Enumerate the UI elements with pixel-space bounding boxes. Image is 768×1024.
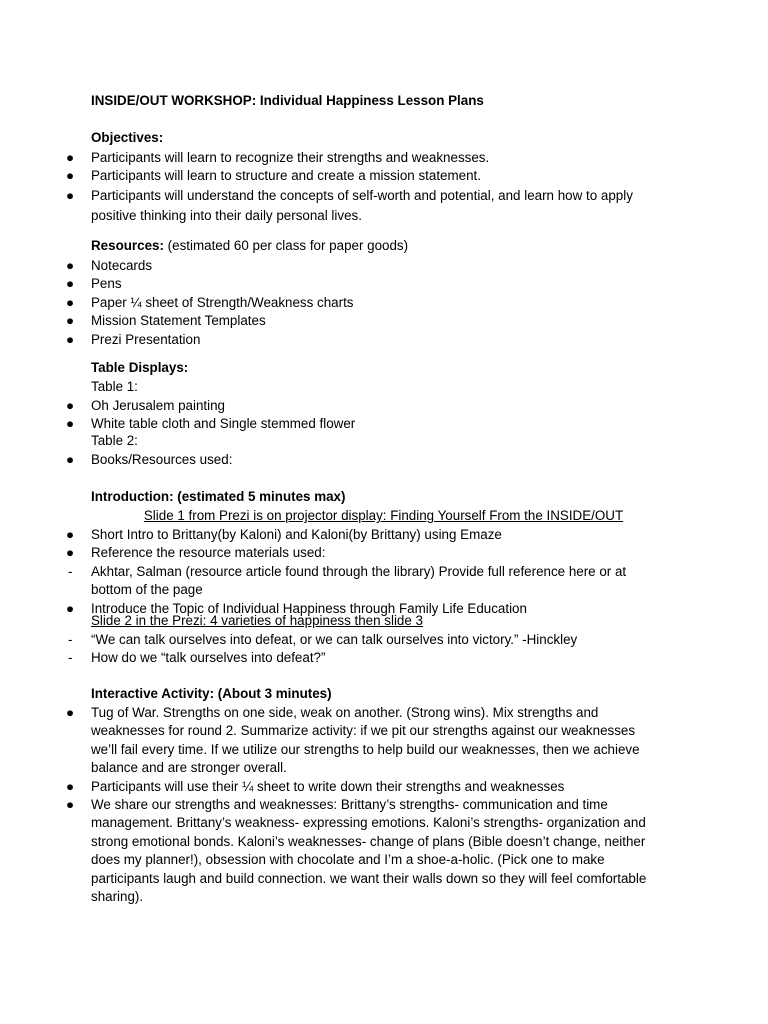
slide1-note: Slide 1 from Prezi is on projector display: Finding Yourself From the INSIDE/OUT [143, 508, 624, 523]
quotes-list [0, 631, 768, 668]
list-item: ● Tug of War. Strengths on one side, weak on another. (Strong wins). Mix strengths and weaknesses for round 2. Summarize activity: if we pit our strengths against our weaknesses we’ll fail every time. If we utilize our strengths to help build our weaknesses, then we achieve balance and are stronger overall. [66, 705, 640, 776]
table2-label: Table 2: [91, 433, 138, 448]
bullet-icon: ● [66, 276, 75, 292]
list-item: ● Prezi Presentation [0, 331, 768, 349]
list-item: ● Participants will learn to recognize their strengths and weaknesses. [0, 149, 768, 167]
objectives-list [0, 149, 768, 227]
document-title: INSIDE/OUT WORKSHOP: Individual Happiness Lesson Plans [91, 93, 484, 108]
table1-list [0, 397, 768, 434]
introduction-list [0, 526, 768, 618]
dash-icon: - [68, 650, 73, 666]
list-item: ● White table cloth and Single stemmed flower [0, 415, 768, 433]
list-item: ● Participants will use their ¼ sheet to write down their strengths and weaknesses [0, 778, 768, 796]
list-item: ● Pens [0, 275, 768, 293]
dash-icon: - [68, 632, 73, 647]
bullet-icon: ● [66, 313, 75, 329]
list-item: ● We share our strengths and weaknesses: Brittany’s strengths- communication and time management. Brittany’s weakness- expressing emotions. Kaloni’s strengths- organization and strong emotional bonds. Kaloni’s weaknesses- change of plans (Bible doesn’t change, neither does my planner!), obsession with chocolate and I’m a shoe-a-holic. (Pick one to make participants laugh and build connection. we want their walls down so they will feel comfortable sharing). [66, 797, 647, 905]
list-item: ● Oh Jerusalem painting [0, 397, 768, 415]
table2-list [0, 451, 768, 469]
bullet-icon: ● [66, 398, 75, 413]
list-item: ● Participants will learn to structure and create a mission statement. [0, 167, 768, 185]
bullet-icon: ● [66, 797, 75, 813]
list-item: - “We can talk ourselves into defeat, or we can talk ourselves into victory.” -Hinckley [0, 631, 768, 649]
bullet-icon: ● [66, 416, 75, 432]
bullet-icon: ● [66, 187, 75, 203]
table1-label: Table 1: [91, 379, 138, 394]
slide2-note: Slide 2 in the Prezi: 4 varieties of happiness then slide 3 [91, 613, 423, 628]
list-item: ● Participants will understand the concepts of self-worth and potential, and learn how to apply positive thinking into their daily personal lives. [66, 187, 633, 224]
bullet-icon: ● [66, 452, 75, 467]
bullet-icon: ● [66, 331, 75, 347]
bullet-icon: ● [66, 294, 75, 310]
list-item: ● Introduce the Topic of Individual Happiness through Family Life Education [0, 600, 768, 618]
bullet-icon: ● [66, 168, 75, 184]
activity-list [0, 704, 768, 906]
resources-note: (estimated 60 per class for paper goods) [167, 238, 409, 253]
list-item: ● Reference the resource materials used: [0, 544, 768, 562]
list-item: ● Notecards [0, 257, 768, 275]
list-item: - Akhtar, Salman (resource article found through the library) Provide full reference here or at bottom of the page [68, 563, 627, 598]
bullet-icon: ● [66, 600, 75, 616]
list-item: ● Books/Resources used: [0, 451, 768, 469]
bullet-icon: ● [66, 258, 75, 273]
list-item: ● Paper ¼ sheet of Strength/Weakness charts [0, 294, 768, 312]
resources-list [0, 257, 768, 349]
bullet-icon: ● [66, 705, 75, 720]
introduction-heading: Introduction: (estimated 5 minutes max) [91, 489, 346, 504]
objectives-heading: Objectives: [91, 130, 164, 145]
dash-icon: - [68, 563, 73, 579]
bullet-icon: ● [66, 150, 75, 165]
resources-heading: Resources: (estimated 60 per class for paper goods) [91, 238, 409, 253]
bullet-icon: ● [66, 778, 75, 794]
list-item: - How do we “talk ourselves into defeat?” [0, 649, 768, 667]
bullet-icon: ● [66, 527, 75, 542]
activity-heading: Interactive Activity: (About 3 minutes) [91, 686, 332, 701]
list-item: ● Mission Statement Templates [0, 312, 768, 330]
bullet-icon: ● [66, 545, 75, 561]
list-item: ● Short Intro to Brittany(by Kaloni) and Kaloni(by Brittany) using Emaze [0, 526, 768, 544]
table-displays-heading: Table Displays: [91, 360, 189, 375]
